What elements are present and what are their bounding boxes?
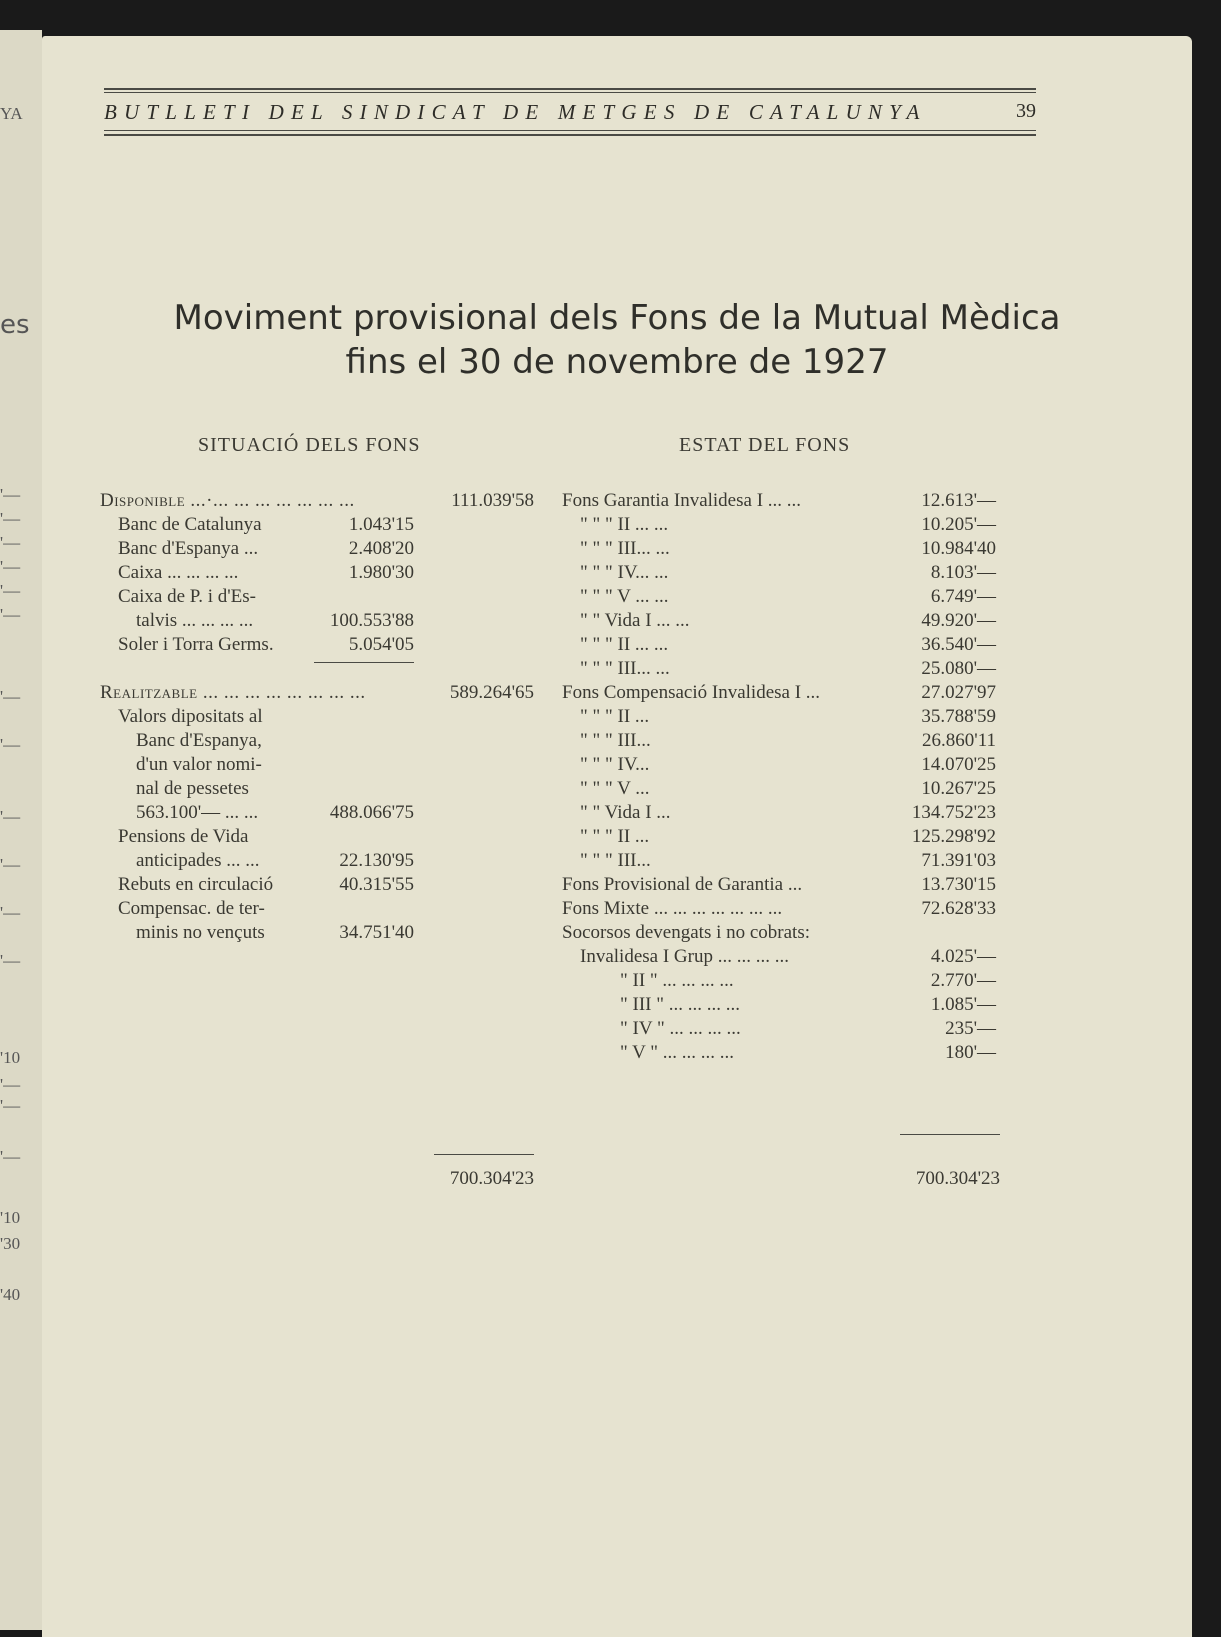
fund-row-value: 180'— [945, 1042, 996, 1063]
fund-row-label: Socorsos devengats i no cobrats: [562, 922, 811, 943]
margin-fragment: '— [0, 605, 21, 624]
fund-row-label: Fons Provisional de Garantia ... [562, 874, 803, 895]
header-rule-bottom-thin [104, 130, 1036, 131]
disponible-label: Disponible ...·... ... ... ... ... ... ... [100, 490, 355, 511]
fund-row-label: " V " ... ... ... ... [620, 1042, 735, 1063]
fund-row-value: 25.080'— [921, 658, 996, 679]
fund-row-value: 2.770'— [930, 970, 996, 991]
disponible-item: Caixa ... ... ... ... [118, 562, 239, 583]
fund-row-value: 12.613'— [921, 490, 996, 511]
section-heading-left: SITUACIÓ DELS FONS [198, 434, 421, 456]
fund-row-label: " " " II ... ... [580, 514, 669, 535]
realitzable-item-value: 34.751'40 [339, 922, 414, 943]
margin-fragment: '— [0, 735, 21, 754]
realitzable-item: Pensions de Vida [118, 826, 249, 847]
fund-row-label: " " " III... ... [580, 658, 670, 679]
total-rule-left [434, 1154, 534, 1155]
margin-fragment: '— [0, 509, 21, 528]
disponible-item: Banc d'Espanya ... [118, 538, 259, 559]
fund-row-value: 125.298'92 [911, 826, 996, 847]
fund-row-label: " " " V ... ... [580, 586, 669, 607]
fund-row-label: Fons Compensació Invalidesa I ... [562, 682, 821, 703]
fund-row-value: 6.749'— [930, 586, 996, 607]
fund-row-label: " IV " ... ... ... ... [620, 1018, 741, 1039]
fund-row-label: Fons Mixte ... ... ... ... ... ... ... [562, 898, 783, 919]
disponible-item-value: 1.043'15 [348, 514, 414, 535]
fund-row-label: " III " ... ... ... ... [620, 994, 740, 1015]
realitzable-item: Banc d'Espanya, [136, 730, 262, 751]
realitzable-item: minis no vençuts [136, 922, 265, 943]
margin-fragment: es [0, 310, 30, 340]
fund-row-label: " " " III... [580, 850, 651, 871]
disponible-item: Soler i Torra Germs. [118, 634, 274, 655]
fund-row-label: " II " ... ... ... ... [620, 970, 734, 991]
fund-row-label: " " Vida I ... ... [580, 610, 690, 631]
disponible-item-value: 5.054'05 [348, 634, 414, 655]
fund-row-label: " " " III... ... [580, 538, 670, 559]
fund-row-label: " " " II ... ... [580, 634, 669, 655]
fund-row-value: 134.752'23 [911, 802, 996, 823]
subtotal-rule [314, 662, 414, 663]
header-rule-top [104, 88, 1036, 90]
fund-row-label: Fons Garantia Invalidesa I ... ... [562, 490, 802, 511]
margin-fragment: '— [0, 807, 21, 826]
article-title-line1: Moviment provisional dels Fons de la Mutual Mèdica [173, 298, 1061, 338]
realitzable-item: nal de pessetes [136, 778, 249, 799]
margin-fragment: '— [0, 855, 21, 874]
fund-row-value: 13.730'15 [921, 874, 996, 895]
article-title-line2: fins el 30 de novembre de 1927 [345, 342, 889, 382]
realitzable-total: 589.264'65 [449, 682, 534, 703]
previous-page-edge [0, 30, 42, 1630]
fund-row-label: Invalidesa I Grup ... ... ... ... [580, 946, 789, 967]
journal-page [42, 36, 1192, 1637]
realitzable-item-value: 22.130'95 [339, 850, 414, 871]
fund-row-value: 49.920'— [921, 610, 996, 631]
fund-row-label: " " " IV... [580, 754, 650, 775]
fund-row-value: 35.788'59 [921, 706, 996, 727]
margin-fragment: '— [0, 485, 21, 504]
fund-row-label: " " " II ... [580, 826, 650, 847]
fund-row-value: 72.628'33 [921, 898, 996, 919]
fund-row-label: " " Vida I ... [580, 802, 671, 823]
fund-row-label: " " " IV... ... [580, 562, 669, 583]
disponible-item-value: 1.980'30 [348, 562, 414, 583]
realitzable-item: Rebuts en circulació [118, 874, 274, 895]
header-rule-top-thin [104, 92, 1036, 93]
realitzable-item: Valors dipositats al [118, 706, 263, 727]
fund-row-label: " " " V ... [580, 778, 650, 799]
margin-fragment: '— [0, 1075, 21, 1094]
fund-row-value: 26.860'11 [922, 730, 996, 751]
grand-total-left: 700.304'23 [449, 1168, 534, 1189]
realitzable-item: anticipades ... ... [136, 850, 260, 871]
fund-row-value: 10.205'— [921, 514, 996, 535]
margin-fragment: '— [0, 557, 21, 576]
margin-fragment: '— [0, 687, 21, 706]
margin-fragment: YA [0, 104, 23, 123]
journal-title: BUTLLETI DEL SINDICAT DE METGES DE CATALUNYA [104, 100, 927, 124]
header-rule-bottom [104, 134, 1036, 136]
fund-row-value: 1.085'— [930, 994, 996, 1015]
margin-fragment: '— [0, 1147, 21, 1166]
margin-fragment: '10 [0, 1048, 21, 1067]
fund-row-value: 10.267'25 [921, 778, 996, 799]
fund-row-label: " " " III... [580, 730, 651, 751]
margin-fragment: '— [0, 1096, 21, 1115]
margin-fragment: '— [0, 951, 21, 970]
fund-row-value: 36.540'— [921, 634, 996, 655]
disponible-item: talvis ... ... ... ... [136, 610, 254, 631]
realitzable-item: d'un valor nomi- [136, 754, 262, 775]
fund-row-value: 10.984'40 [921, 538, 996, 559]
disponible-item-value: 2.408'20 [348, 538, 414, 559]
margin-fragment: '10 [0, 1208, 21, 1227]
disponible-item-value: 100.553'88 [329, 610, 414, 631]
fund-row-value: 8.103'— [930, 562, 996, 583]
disponible-total: 111.039'58 [451, 490, 534, 511]
realitzable-item-value: 40.315'55 [339, 874, 414, 895]
fund-row-value: 71.391'03 [921, 850, 996, 871]
margin-fragment: '— [0, 533, 21, 552]
margin-fragment: '40 [0, 1285, 21, 1304]
fund-row-value: 235'— [945, 1018, 996, 1039]
fund-row-label: " " " II ... [580, 706, 650, 727]
margin-fragment: '— [0, 903, 21, 922]
realitzable-item: Compensac. de ter- [118, 898, 265, 919]
grand-total-right: 700.304'23 [915, 1168, 1000, 1189]
fund-row-value: 14.070'25 [921, 754, 996, 775]
fund-row-value: 4.025'— [930, 946, 996, 967]
section-heading-right: ESTAT DEL FONS [679, 434, 851, 456]
disponible-item: Banc de Catalunya [118, 514, 262, 535]
page-number: 39 [1016, 100, 1036, 122]
fund-row-value: 27.027'97 [921, 682, 996, 703]
margin-fragment: '— [0, 581, 21, 600]
realitzable-item: 563.100'— ... ... [136, 802, 259, 823]
running-head [104, 100, 1036, 130]
realitzable-item-value: 488.066'75 [329, 802, 414, 823]
realitzable-label: Realitzable ... ... ... ... ... ... ... ... [100, 682, 366, 703]
margin-fragment: '30 [0, 1234, 21, 1253]
total-rule-right [900, 1134, 1000, 1135]
disponible-item: Caixa de P. i d'Es- [118, 586, 256, 607]
